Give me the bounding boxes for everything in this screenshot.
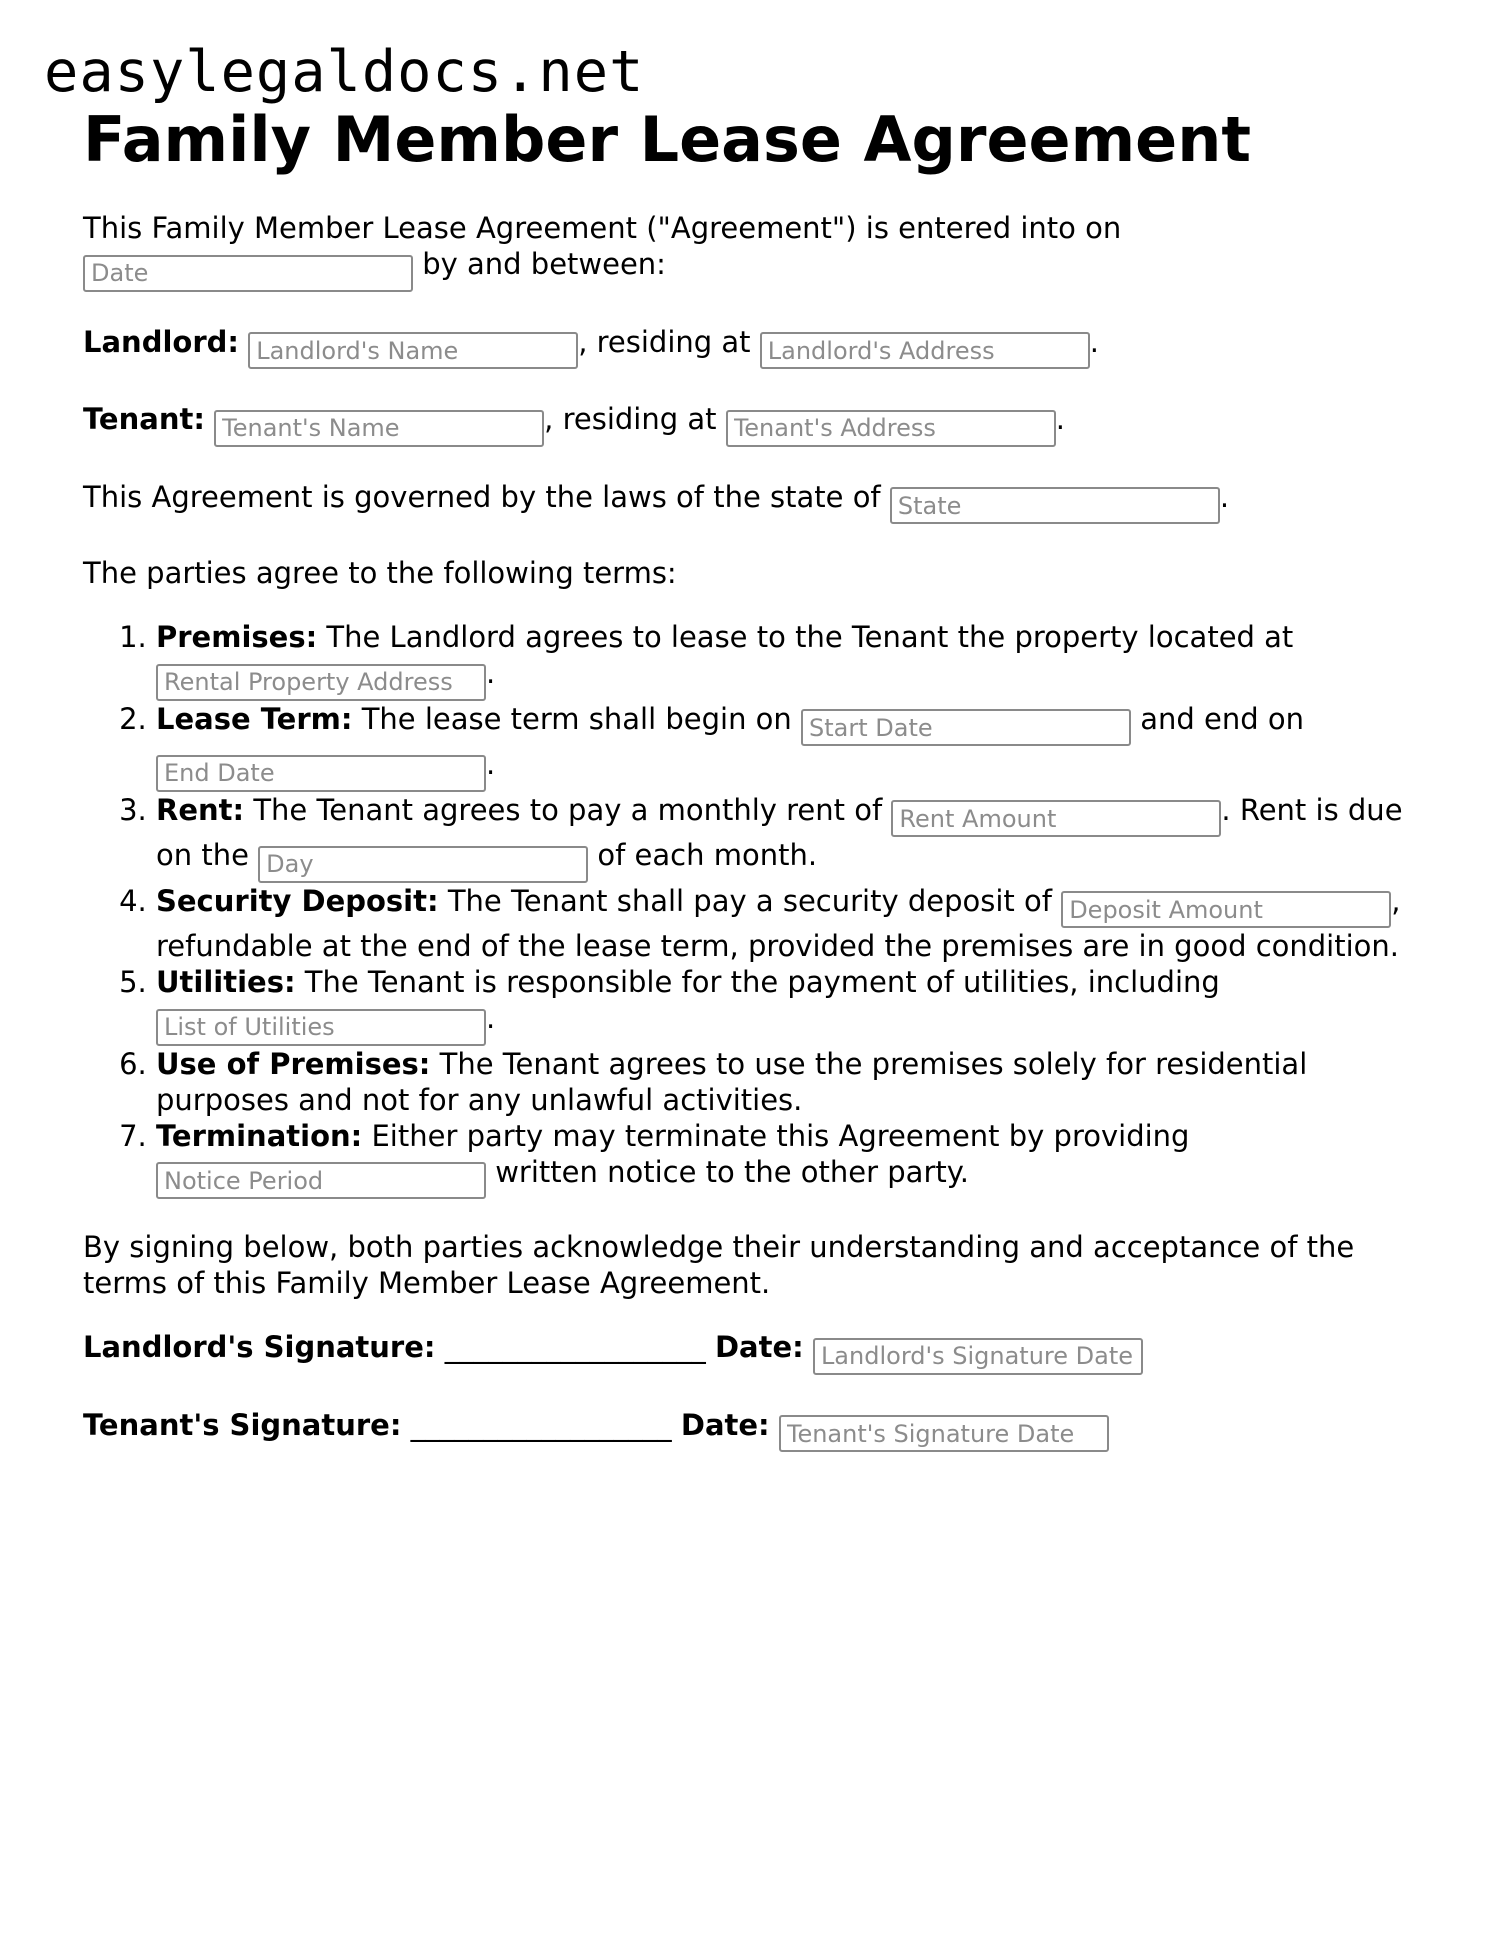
tenant-line-end: .	[1055, 402, 1065, 436]
tenant-address-field[interactable]	[726, 410, 1056, 447]
term-deposit-end: , refundable at the end of the lease term, provided the premises are in good condition.	[156, 883, 1401, 963]
site-watermark: easylegaldocs.net	[44, 39, 645, 105]
tenant-residing-text: , residing at	[544, 402, 717, 436]
tenant-line	[83, 401, 1443, 447]
landlord-line	[83, 324, 1443, 370]
term-lease-term-label: Lease Term:	[156, 701, 353, 736]
deposit-amount-field[interactable]	[1061, 891, 1391, 928]
term-security-deposit	[156, 883, 1443, 965]
rental-property-address-field[interactable]	[156, 664, 486, 701]
governing-law-end: .	[1219, 479, 1230, 514]
notice-period-field[interactable]	[156, 1162, 486, 1199]
term-termination-end: written notice to the other party.	[495, 1154, 969, 1189]
intro-text-after: by and between:	[422, 247, 666, 281]
term-utilities-text: The Tenant is responsible for the payment of utilities, including	[304, 965, 1220, 999]
term-premises-label: Premises:	[156, 620, 318, 654]
state-field[interactable]	[890, 487, 1220, 524]
term-lease-term-text: The lease term shall begin on	[361, 701, 792, 736]
start-date-field[interactable]	[801, 709, 1131, 746]
tenant-signature-label: Tenant's Signature:	[83, 1407, 402, 1442]
term-rent	[156, 792, 1443, 883]
landlord-signature-date-field[interactable]	[813, 1338, 1143, 1375]
document-title: Family Member Lease Agreement	[83, 103, 1252, 176]
acknowledgement-paragraph: By signing below, both parties acknowledge their understanding and acceptance of the terms of this Family Member Lease Agreement.	[83, 1230, 1355, 1300]
term-lease-term-end: .	[486, 747, 496, 781]
landlord-signature-blank[interactable]: __________________	[444, 1330, 706, 1364]
agreement-date-field[interactable]	[83, 255, 413, 292]
landlord-residing-text: , residing at	[578, 324, 751, 359]
term-premises-end: .	[486, 656, 496, 690]
tenant-name-field[interactable]	[214, 410, 544, 447]
term-termination	[156, 1118, 1443, 1200]
utilities-list-field[interactable]	[156, 1009, 486, 1046]
landlord-label: Landlord:	[83, 324, 239, 359]
governing-law-line	[83, 479, 1443, 525]
term-use-of-premises	[156, 1046, 1443, 1118]
landlord-address-field[interactable]	[760, 332, 1090, 369]
term-rent-due: . Rent is due on the	[156, 792, 1403, 872]
terms-intro: The parties agree to the following terms:	[83, 556, 677, 590]
term-rent-label: Rent:	[156, 792, 245, 827]
term-rent-end: of each month.	[597, 838, 818, 872]
term-deposit-label: Security Deposit:	[156, 883, 439, 918]
landlord-signature-label: Landlord's Signature:	[83, 1330, 436, 1364]
governing-law-text: This Agreement is governed by the laws of the state of	[83, 479, 881, 514]
landlord-date-label: Date:	[714, 1330, 804, 1364]
landlord-line-end: .	[1089, 324, 1099, 359]
end-date-field[interactable]	[156, 755, 486, 792]
intro-paragraph	[83, 210, 1443, 292]
term-utilities	[156, 964, 1443, 1046]
tenant-date-label: Date:	[680, 1407, 770, 1442]
term-premises-text: The Landlord agrees to lease to the Tenant the property located at	[326, 620, 1294, 654]
term-rent-text: The Tenant agrees to pay a monthly rent of	[253, 792, 883, 827]
document-body	[83, 210, 1443, 1484]
intro-text: This Family Member Lease Agreement ("Agreement") is entered into on	[83, 211, 1122, 245]
rent-amount-field[interactable]	[891, 800, 1221, 837]
tenant-signature-blank[interactable]: __________________	[410, 1407, 672, 1442]
term-termination-label: Termination:	[156, 1118, 363, 1153]
term-utilities-end: .	[486, 1001, 496, 1035]
term-lease-term-middle: and end on	[1140, 701, 1304, 736]
term-lease-term	[156, 701, 1443, 792]
landlord-signature-line	[83, 1329, 1443, 1375]
term-use-text: The Tenant agrees to use the premises solely for residential purposes and not for any unlawful activities.	[156, 1046, 1308, 1117]
term-deposit-text: The Tenant shall pay a security deposit of	[447, 883, 1052, 918]
tenant-signature-date-field[interactable]	[779, 1415, 1109, 1452]
terms-list	[83, 619, 1443, 1199]
tenant-signature-line	[83, 1407, 1443, 1453]
tenant-label: Tenant:	[83, 402, 205, 436]
term-premises	[156, 619, 1443, 701]
landlord-name-field[interactable]	[248, 332, 578, 369]
term-use-label: Use of Premises:	[156, 1046, 431, 1081]
rent-day-field[interactable]	[258, 846, 588, 883]
term-utilities-label: Utilities:	[156, 965, 296, 999]
term-termination-text: Either party may terminate this Agreement by providing	[371, 1118, 1190, 1153]
